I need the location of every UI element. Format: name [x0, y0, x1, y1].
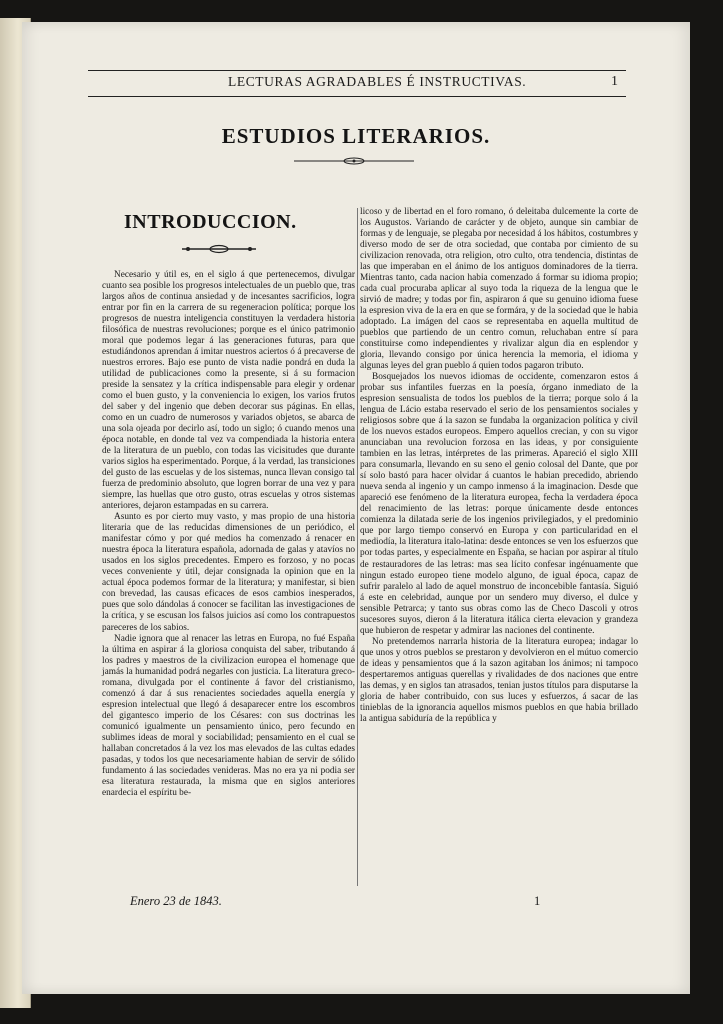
- running-title: LECTURAS AGRADABLES É INSTRUCTIVAS.: [228, 74, 527, 89]
- chapter-ornament: [182, 244, 256, 254]
- chapter-title: INTRODUCCION.: [124, 211, 297, 233]
- right-paragraph-3: No pretendemos narrarla historia de la literatura europea; indagar lo que unos y otros pueblos se prestaron y devolvieron en el mútuo comercio de ideas y pensamientos que á la sazon agitaban los ánimos; ni tampoco despertaremos antiguas querellas y rivalidades de dos naciones que entre las demas, y en siglos tan atrasados, tenian justos títulos para disputarse la gloria de haber contribuido, con sus luces y esfuerzos, á sacar de las tinieblas de la ignorancia aquellos mismos pueblos en que habia brillado la antigua sabiduría de la república y: [360, 636, 638, 724]
- header-rule-top: [88, 70, 626, 71]
- page-number: 1: [611, 74, 618, 89]
- left-paragraph-1: Necesario y útil es, en el siglo á que pertenecemos, divulgar cuanto sea posible los progresos intelectuales de un pueblo que, tras largos años de continua ansiedad y de incesantes sacrificios, logra entrar por fin en la carrera de su regeneracion política; porque los progresos de nuestra inteligencia constituyen la verdadera historia filosófica de nuestras revoluciones; porque es el único patrimonio moral que podemos legar á las generaciones futuras, para que estudiándonos aprendan á imitar nuestros aciertos ó á precaverse de nuestros errores. Bajo ese punto de vista nadie pondrá en duda la utilidad de publicaciones como la presente, si á su formacion preside la sensatez y la crítica indispensable para elegir y ordenar como el buen gusto, y la conveniencia lo exigen, los varios frutos del saber y del ingenio que deben decorar sus páginas. En ellas, como en un cuadro de numerosos y variados objetos, se abarca de una sola ojeada por decirlo así, todo un siglo; ó cuando menos una época notable, en donde tal vez va compendiada la historia entera de la literatura de un pueblo, con todas las vicisitudes que durante varios siglos ha esperimentado. Porque, á la verdad, las transiciones del gusto de las escuelas y de los sistemas, nunca llevan consigo tal fuerza de predominio absoluto, que logren borrar de una vez y para siempre, las huellas que otro gusto, otras escuelas y otros sistemas anteriores, dejaron estampadas en su carrera.: [102, 270, 355, 512]
- section-ornament: [294, 156, 414, 166]
- right-paragraph-2: Bosquejados los nuevos idiomas de occidente, comenzaron estos á probar sus infantiles fuerzas en la poesía, órgano inmediato de la espresion sensualista de todos los pueblos de la tierra; porque solo á la lengua de Lácio estaba reservado el serio de los pensamientos sociales y religiosos sobre que á la sazon se fundaba la organizacion política y civil de los nuevos estados europeos. Empero aquellos crecian, y con su vigor anunciaban una revolucion forzosa en las ideas, y por consiguiente tambien en las letras, intérpretes de las primeras. Apareció el siglo XIII para consumarla, llevando en su seno el genio colosal del Dante, que por sí solo bastó para hacer olvidar á cuantos le habian precedido, abriendo nueva senda al ingenio y un campo inmenso á la imaginacion. Desde que apareció ese fenómeno de la literatura europea, fecha la verdadera época del renacimiento de las letras: porque únicamente desde entonces comienza la dilatada serie de los ingenios privilegiados, y el predominio que por largo tiempo conservó en Europa y con particularidad en el mediodía, la literatura italo-latina: desde entonces se ven los esfuerzos que por todas partes, y especialmente en España, se hacian por aspirar al título de restauradores de las letras: mas sea lícito confesar ingénuamente que ningun estado europeo tiene modelo alguno, de igual época, capaz de sufrir paralelo al lado de aquel monstruo de inconcebible fantasía. Siguió á este en celebridad, aunque por un sendero muy diverso, el dulce y sensible Petrarca; y tanto sus obras como las de Checo Dascoli y otros sucesores suyos, dieron á la literatura itálica cierta elevacion y grandeza que hubieron de respetar y admirar las naciones del continente.: [360, 372, 638, 636]
- right-paragraph-1: licoso y de libertad en el foro romano, ó deleitaba dulcemente la corte de los Augustos. Variando de carácter y de objeto, aunque sin cambiar de formas y de lenguaje, se plegaba por necesidad á los hábitos, costumbres y diverso modo de ser de otra sociedad, que contaba por cimiento de su civilizacion renovada, otra religion, otro culto, otra tendencia, distintas de las que imperaban en el ánimo de los antiguos dominadores de la tierra. Mientras tanto, cada nacion habia comenzado á formar su idioma propio; cada cual procuraba aplicar al suyo toda la riqueza de la lengua que le sirvió de madre; y todas por fin, aspiraron á que su genuino idioma fuese la espresion viva de la era en que se formára, y de la sociedad que le habia adoptado. La imágen del caos se representaba en aquella multitud de pueblos que partiendo de un centro comun, reluchaban entre sí para constituirse como independientes y rivalizar algun dia en esplendor y gloria, llevando consigo por única herencia la memoria, el idioma y algunas leyes del gran pueblo á quien todos pagaron tributo.: [360, 207, 638, 372]
- left-paragraph-3: Nadie ignora que al renacer las letras en Europa, no fué España la última en aspirar á la gloriosa conquista del saber, tributando á los padres y maestros de la civilizacion europea el homenage que jamás la humanidad podrá negarles con justicia. La literatura greco-romana, divulgada por el continente á favor del cristianismo, comenzó á dar á sus renacientes sociedades aquella energía y espresion intelectual que llegó á desaparecer entre los escombros del gigantesco imperio de los Césares: con sus doctrinas les comunicó igualmente un pensamiento único, pero fecundo en sublimes ideas de moral y sociabilidad; pensamiento en el cual se hallaban concretados á la vez los mas elevados de las cultas edades pasadas, y todos los que necesariamente habian de servir de sólido fundamento á las sociedades venideras. Mas no era ya ni podia ser esa literatura restaurada, la misma que en siglos anteriores enardecia el espíritu be-: [102, 633, 355, 798]
- newspaper-page: [22, 22, 690, 994]
- footer-date: Enero 23 de 1843.: [130, 894, 222, 908]
- right-column: [360, 207, 638, 725]
- section-title: ESTUDIOS LITERARIOS.: [221, 124, 491, 148]
- header-rule-bottom: [88, 96, 626, 97]
- left-paragraph-2: Asunto es por cierto muy vasto, y mas propio de una historia literaria que de las reducidas dimensiones de un periódico, el manifestar cómo y por qué medios ha comenzado á renacer en nuestra época la literatura española, adornada de galas y atavíos no usados en los siglos precedentes. Empero es forzoso, y no pocas veces conveniente y útil, dejar consignada la opinion que en la actual época podemos formar de la literatura; y manifestar, si bien con brevedad, las causas eficaces de esos cambios inesperados, pues que solo dándolas á conocer se facilitan las investigaciones de la crítica, y se escusan los falsos juicios así como los contrapuestos pareceres de los sabios.: [102, 512, 355, 633]
- running-head: [88, 72, 626, 96]
- left-column: [102, 207, 355, 799]
- column-divider: [357, 208, 358, 886]
- footer-signature: 1: [534, 894, 541, 908]
